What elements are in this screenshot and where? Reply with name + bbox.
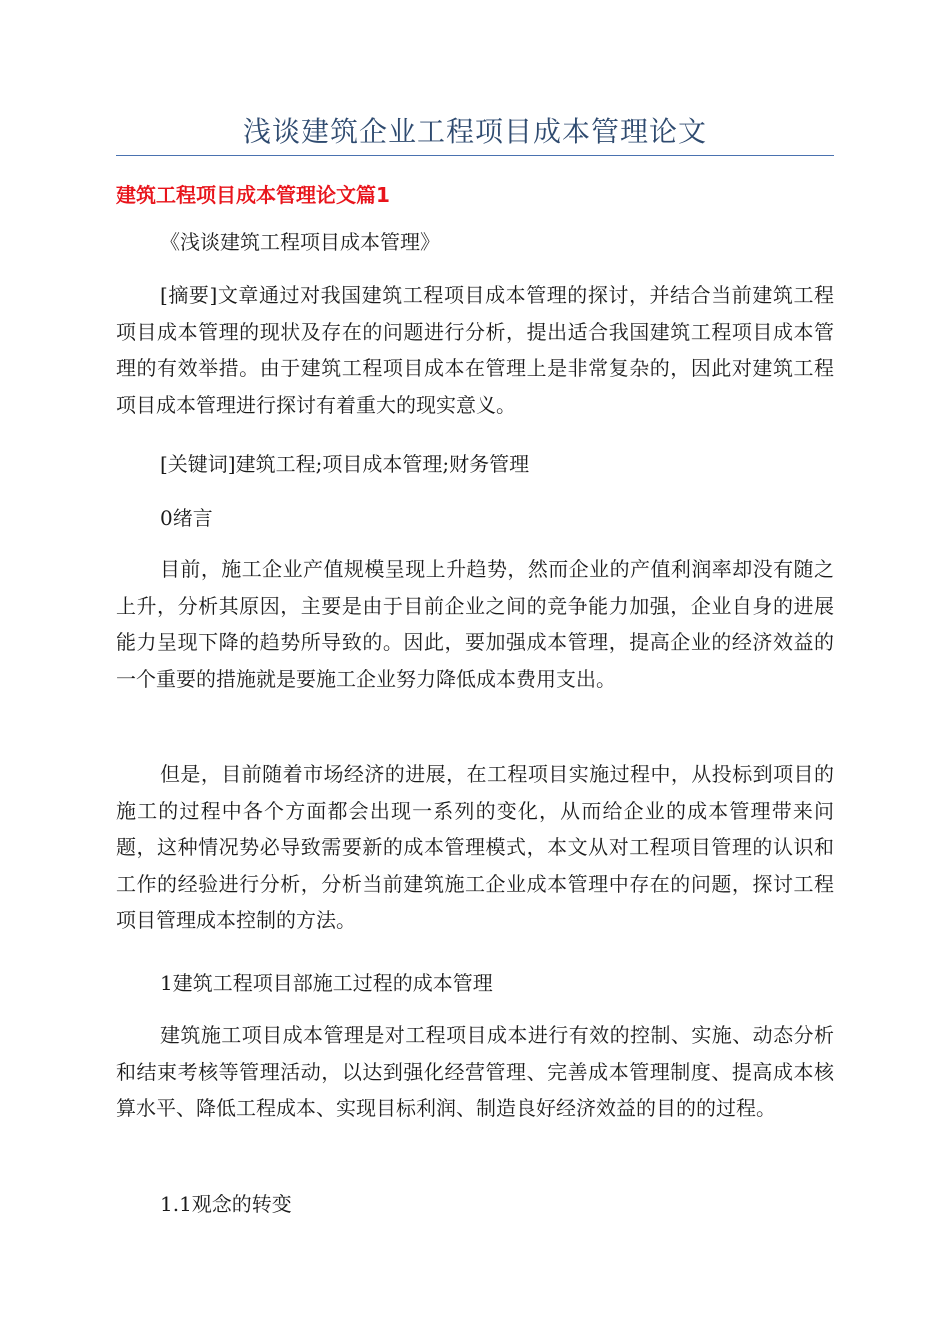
document-title: 浅谈建筑企业工程项目成本管理论文 xyxy=(242,115,707,148)
abstract-paragraph: [摘要]文章通过对我国建筑工程项目成本管理的探讨，并结合当前建筑工程项目成本管理的现状及存在的问题进行分析，提出适合我国建筑工程项目成本管理的有效举措。由于建筑工程项目成本在管理上是非常复杂的，因此对建筑工程项目成本管理进行探讨有着重大的现实意义。 xyxy=(116,283,834,417)
section-heading: 建筑工程项目成本管理论文篇1 xyxy=(116,183,390,207)
intro-heading: 0绪言 xyxy=(160,506,213,530)
keywords-paragraph: [关键词]建筑工程;项目成本管理;财务管理 xyxy=(160,452,530,476)
section-1-heading: 1建筑工程项目部施工过程的成本管理 xyxy=(160,971,493,995)
intro-paragraph-1: 目前，施工企业产值规模呈现上升趋势，然而企业的产值利润率却没有随之上升，分析其原因，主要是由于目前企业之间的竞争能力加强，企业自身的进展能力呈现下降的趋势所导致的。因此，要加强成本管理，提高企业的经济效益的一个重要的措施就是要施工企业努力降低成本费用支出。 xyxy=(116,557,834,691)
article-subtitle: 《浅谈建筑工程项目成本管理》 xyxy=(160,230,440,254)
title-underline xyxy=(116,155,834,156)
section-1-paragraph: 建筑施工项目成本管理是对工程项目成本进行有效的控制、实施、动态分析和结束考核等管理活动，以达到强化经营管理、完善成本管理制度、提高成本核算水平、降低工程成本、实现目标利润、制造良好经济效益的目的的过程。 xyxy=(116,1023,834,1120)
intro-paragraph-2: 但是，目前随着市场经济的进展，在工程项目实施过程中，从投标到项目的施工的过程中各个方面都会出现一系列的变化，从而给企业的成本管理带来问题，这种情况势必导致需要新的成本管理模式，本文从对工程项目管理的认识和工作的经验进行分析，分析当前建筑施工企业成本管理中存在的问题，探讨工程项目管理成本控制的方法。 xyxy=(116,762,834,932)
section-1-1-heading: 1.1观念的转变 xyxy=(160,1192,292,1216)
